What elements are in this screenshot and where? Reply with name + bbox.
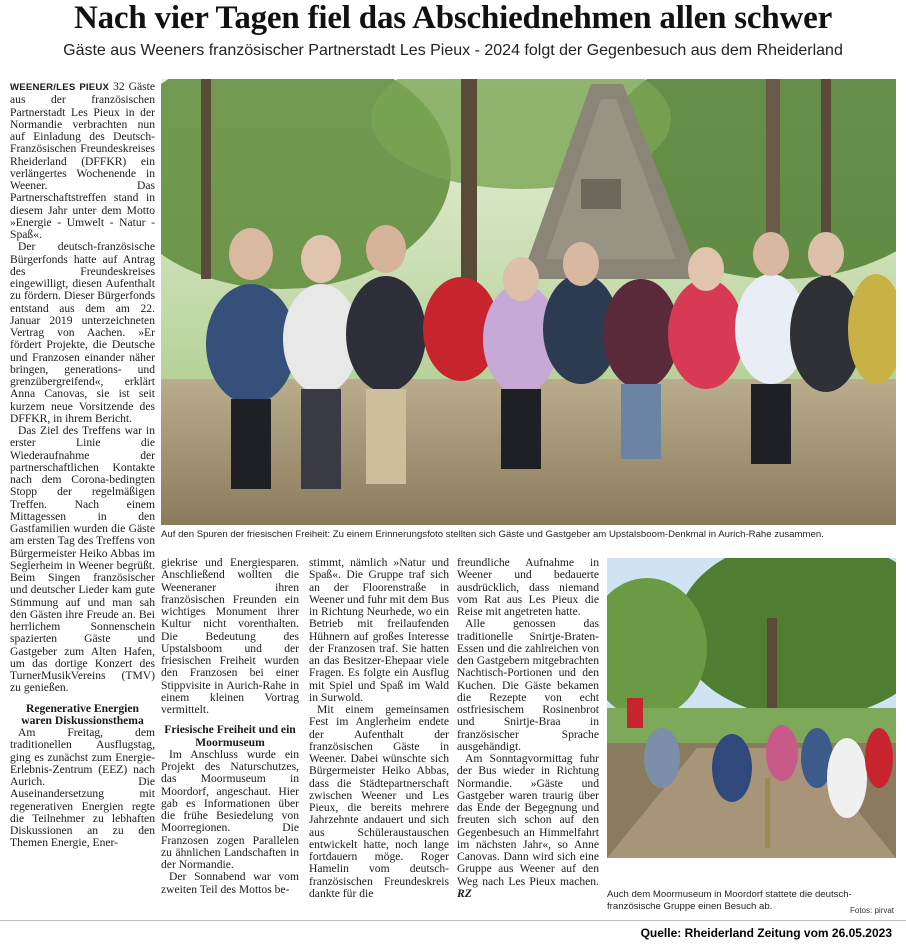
- paragraph: Am Freitag, dem traditionellen Ausflugstag, ging es zunächst zum Energie-Erlebnis-Zentrum (EEZ) nach Aurich. Die Auseinandersetzung mit regenerativen Energien regte die Teilnehmer zu lebhaften Diskussionen an zu den Themen Energie, Ener-: [10, 726, 155, 850]
- subheading: Friesische Freiheit und ein Moormuseum: [164, 723, 296, 749]
- source-citation: Quelle: Rheiderland Zeitung vom 26.05.2023: [640, 926, 892, 940]
- headline: Nach vier Tagen fiel das Abschiednehmen allen schwer: [73, 0, 833, 36]
- paragraph: Alle genossen das traditionelle Snirtje-Braten-Essen und die zahlreichen von den Gastgebern mitgebrachten Nachtisch-Portionen und den Kuchen. Die Gäste bekamen die Rezepte von echt ostfriesischem Rosinenbrot und Snirtje-Braa in französischer Sprache ausgehändigt.: [457, 617, 599, 753]
- small-photo-caption: Auch dem Moormuseum in Moordorf stattete die deutsch-französische Gruppe einen Besuch ab.: [607, 889, 852, 912]
- paragraph: giekrise und Energiesparen. Anschließend wollten die Weeneraner ihren französischen Freunden ein wichtiges Monument ihrer Kultur nicht vorenthalten. Die Bedeutung des Upstalsboom und der friesischen Freiheit wurden den Franzosen bei einer Stippvisite in Aurich-Rahe in einem kleinen Vortrag vermittelt.: [161, 557, 299, 716]
- article-column-3: [309, 557, 449, 919]
- subheading: Regenerative Energien waren Diskussionsthema: [21, 701, 144, 727]
- moormuseum-photo: [607, 558, 896, 858]
- article-column-2: [161, 557, 299, 919]
- article-column-1: [10, 81, 155, 919]
- paragraph: Mit einem gemeinsamen Fest im Anglerheim endete der Aufenthalt der französischen Gäste in Weener. Dabei wünschte sich Bürgermeister Heiko Abbas, dass die Städtepartnerschaft zwischen Weener und Les Pieux, die bereits mehrere Jahrzehnte andauert und sich aus Schüleraustauschen entwickelt hatte, noch lange fortdauern möge. Roger Hamelin vom deutsch-französischen Freundeskreis dankte für die: [309, 703, 449, 900]
- paragraph: freundliche Aufnahme in Weener und bedauerte ausdrücklich, dass niemand vom Rat aus Les Pieux die Reise mit angetreten hatte.: [457, 557, 599, 618]
- paragraph: stimmt, nämlich »Natur und Spaß«. Die Gruppe traf sich an der Floorenstraße in Weener und fuhr mit dem Bus in Richtung Neurhede, wo ein Betrieb mit freilaufenden Hühnern auf großes Interesse der Franzosen traf. Sie hatten an das Besitzer-Ehepaar viele Fragen. Es folgte ein Ausflug mit Spiel und Spaß im Wald in Surwold.: [309, 557, 449, 704]
- main-photo-caption: Auf den Spuren der friesischen Freiheit: Zu einem Erinnerungsfoto stellten sich Gäste und Gastgeber am Upstalsboom-Denkmal in Aurich-Rahe zusammen.: [161, 529, 824, 540]
- photo-illustration: [607, 558, 896, 858]
- article-column-4: [457, 557, 599, 919]
- paragraph: Im Anschluss wurde ein Projekt des Naturschutzes, das Moormuseum in Moordorf, angeschaut. Hier gab es Informationen über die frühe Besiedelung von Moorregionen. Die Franzosen zogen Parallelen zu ähnlichen Landschaften in der Normandie.: [161, 747, 299, 871]
- divider: [0, 920, 906, 921]
- subheadline: Gäste aus Weeners französischer Partnerstadt Les Pieux - 2024 folgt der Gegenbesuch aus dem Rheiderland: [63, 42, 843, 59]
- paragraph-text: Am Sonntagvormittag fuhr der Bus wieder in Richtung Normandie. »Gäste und Gastgeber waren traurig über das Ende der Begegnung und freuten sich schon auf den Gegenbesuch an Himmelfahrt im nächsten Jahr«, so Anne Canovas. Dann wird sich eine Gruppe aus Weener auf den Weg nach Les Pieux machen.: [457, 752, 599, 888]
- group-photo-upstalsboom: [161, 79, 896, 525]
- paragraph: Das Ziel des Treffens war in erster Linie die Wiederaufnahme der partnerschaftlichen Kontakte nach dem Corona-bedingten Stopp der regelmäßigen Treffen. Nach einem Mittagessen in den Gastfamilien wurden die Gäste am ersten Tag des Treffens von Bürgermeister Heiko Abbas im Seglerheim in Weener begrüßt. Beim Singen französischer und deutscher Lieder kam gute Stimmung auf und man sah den Gästen ihre Freude an. Bei herrlichem Sonnenschein spazierten Gäste und Gastgeber zum Alten Hafen, um das dortige Konzert des TurnerMusikVereins (TMV) zu genießen.: [10, 424, 155, 695]
- paragraph: Der deutsch-französische Bürgerfonds hatte auf Antrag des Freundeskreises eingewilligt, diesen Aufenthalt zu fördern. Dieser Bürgerfonds entstand aus dem am 22. Januar 2019 unterzeichneten Vertrag von Aachen. »Er fördert Projekte, die Deutsche und Franzosen einander näher bringen, generations- und grenzübergreifend«, erklärt Anna Canovas, sie ist seit kurzem neue Vorsitzende des DFFKR, in ihrem Bericht.: [10, 240, 155, 425]
- dateline: WEENER/LES PIEUX: [10, 82, 110, 93]
- photo-illustration: [161, 79, 896, 525]
- paragraph: [10, 81, 155, 241]
- paragraph-text: 32 Gäste aus der französischen Partnerstadt Les Pieux in der Normandie verbrachten nun auf Einladung des Deutsch-Französischen Freundeskreises Rheiderland (DFFKR) ein verlängertes Wochenende in Weener. Das Partnerschaftstreffen stand in diesem Jahr unter dem Motto »Energie - Umwelt - Natur - Spaß«.: [10, 81, 155, 241]
- paragraph: [457, 753, 599, 900]
- photo-credit: Fotos: pirvat: [849, 906, 894, 915]
- author-signature: RZ: [457, 886, 472, 900]
- paragraph: Der Sonnabend war vom zweiten Teil des Mottos be-: [161, 870, 299, 896]
